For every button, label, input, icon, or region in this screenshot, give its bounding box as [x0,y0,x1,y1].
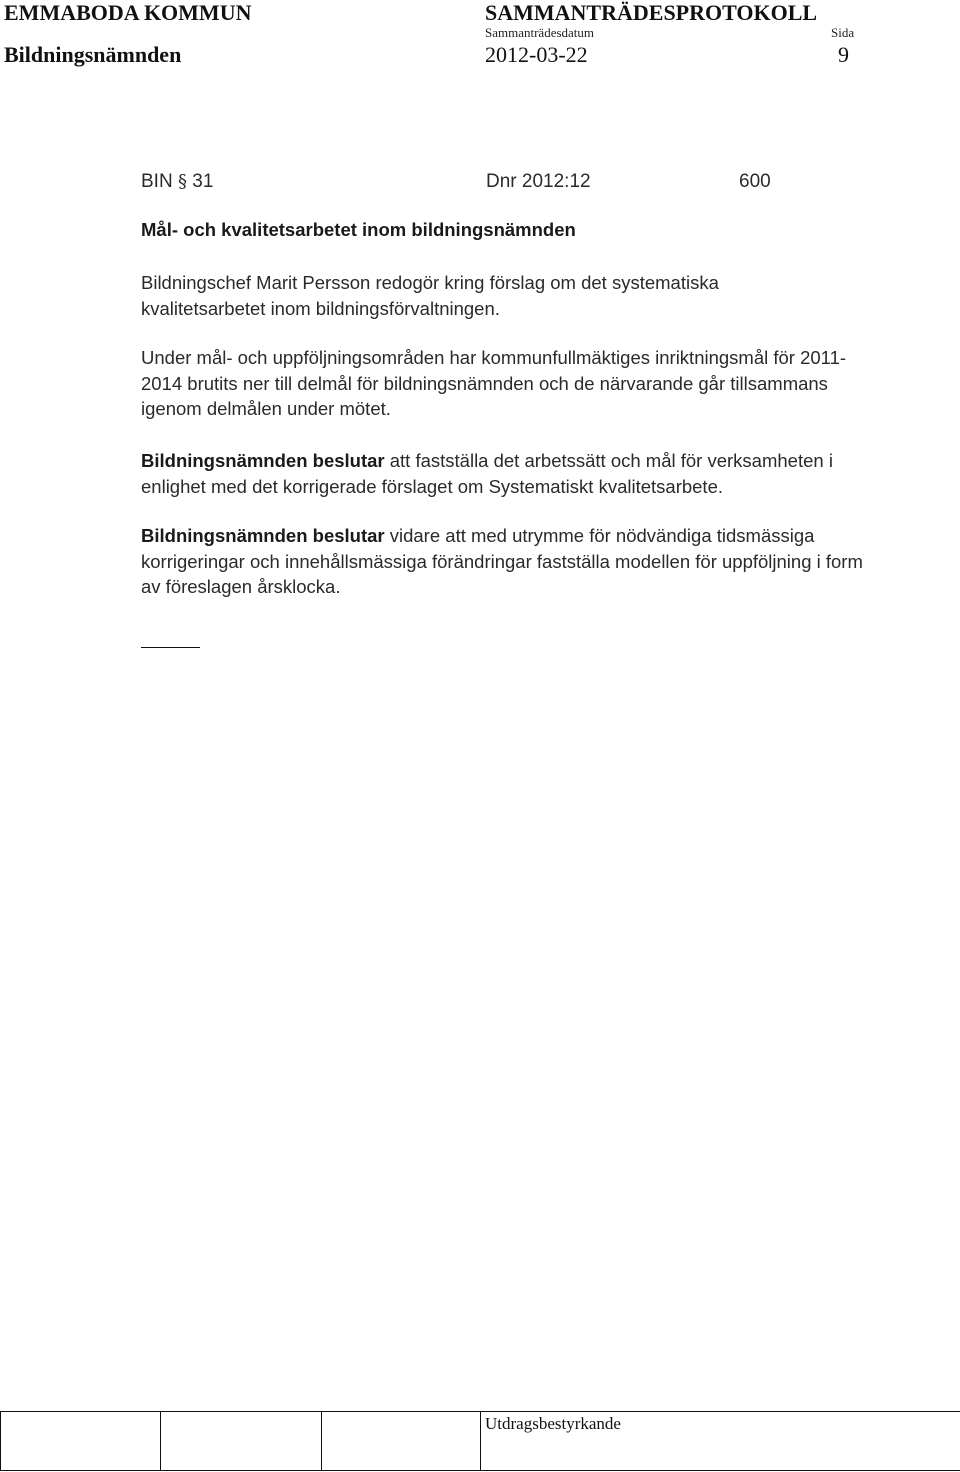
section-end-rule [141,647,200,648]
committee-name: Bildningsnämnden [4,42,182,67]
signature-box-3 [322,1412,481,1471]
decision-2-text: vidare att med utrymme för nödvändiga tidsmässiga korrigeringar och innehållsmässiga förändringar fastställa modellen för uppföljning i form av föreslagen årsklocka. [141,525,863,597]
paragraph-goals-text: Under mål- och uppföljningsområden har kommunfullmäktiges inriktningsmål för 2011-2014 brutits ner till delmål för bildningsnämnden och de närvarande går tillsammans igenom delmålen under mötet. [141,347,847,419]
paragraph-intro [141,270,781,321]
signature-footer-table [0,1411,960,1471]
paragraph-decision-2 [141,523,876,600]
certification-box [481,1412,960,1471]
signature-box-1 [1,1412,161,1471]
document-type: SAMMANTRÄDESPROTOKOLL [485,0,818,25]
section-symbol: § [177,171,187,192]
municipality-name: EMMABODA KOMMUN [4,0,252,25]
paragraph-goals [141,345,861,422]
section-title: Mål- och kvalitetsarbetet inom bildningsnämnden [141,219,576,240]
page-number: 9 [838,42,849,67]
page-label: Sida [831,25,855,40]
signature-box-2 [161,1412,322,1471]
case-prefix: BIN [141,171,173,192]
date-label: Sammanträdesdatum [485,25,595,40]
case-number: 31 [192,171,214,192]
paragraph-intro-text: Bildningschef Marit Persson redogör kring förslag om det systematiska kvalitetsarbetet inom bildningsförvaltningen. [141,272,719,319]
paragraph-decision-1 [141,448,881,499]
case-code: 600 [739,171,771,192]
case-reference [141,169,213,195]
case-dnr: Dnr 2012:12 [486,171,591,192]
decision-1-text: att fastställa det arbetssätt och mål för verksamheten i enlighet med det korrigerade förslaget om Systematiskt kvalitetsarbete. [141,450,833,497]
meeting-date: 2012-03-22 [485,42,588,67]
certification-label: Utdragsbestyrkande [485,1414,621,1433]
decision-1-lead: Bildningsnämnden beslutar [141,450,385,471]
decision-2-lead: Bildningsnämnden beslutar [141,525,385,546]
